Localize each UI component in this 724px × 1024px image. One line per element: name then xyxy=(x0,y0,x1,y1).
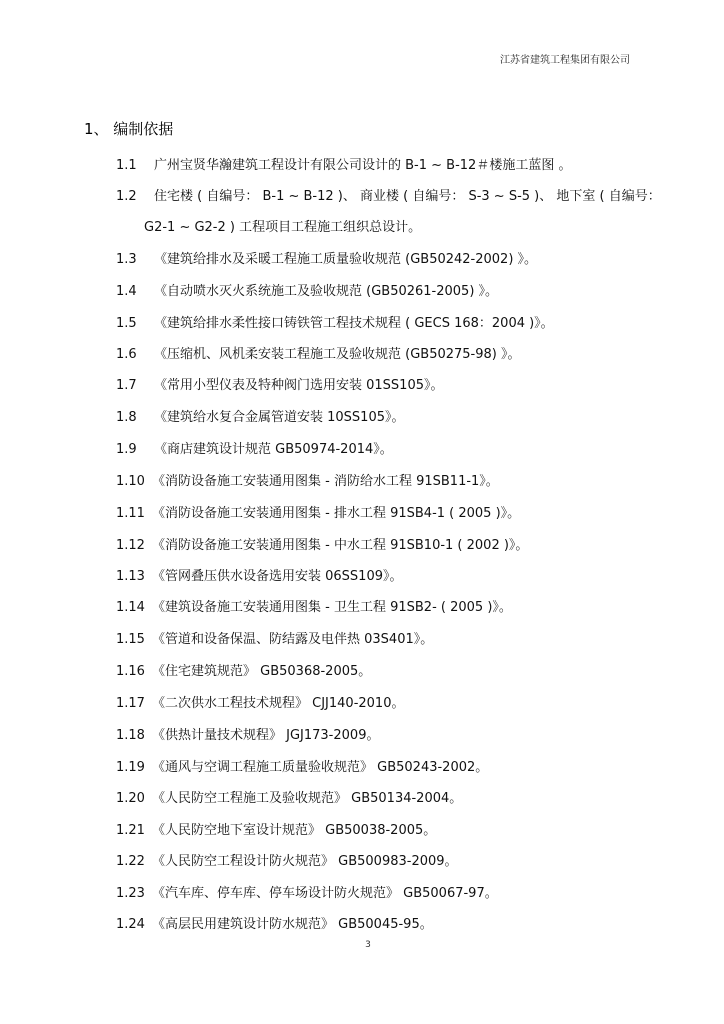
list-item: 1.8 《建筑给水复合金属管道安装 10SS105》。 xyxy=(116,410,405,425)
list-item: 1.12 《消防设备施工安装通用图集 - 中水工程 91SB10-1 ( 2002 )》。 xyxy=(116,538,529,553)
list-item: 1.21 《人民防空地下室设计规范》 GB50038-2005。 xyxy=(116,823,437,838)
section-title: 1、 编制依据 xyxy=(84,120,174,138)
list-item: 1.3 《建筑给排水及采暖工程施工质量验收规范 (GB50242-2002) 》。 xyxy=(116,252,538,267)
list-item: 1.23 《汽车库、停车库、停车场设计防火规范》 GB50067-97。 xyxy=(116,886,498,901)
list-item: 1.16 《住宅建筑规范》 GB50368-2005。 xyxy=(116,664,372,679)
list-item: 1.9 《商店建筑设计规范 GB50974-2014》。 xyxy=(116,442,393,457)
list-item: 1.11 《消防设备施工安装通用图集 - 排水工程 91SB4-1 ( 2005 )》。 xyxy=(116,506,521,521)
list-item: 1.14 《建筑设备施工安装通用图集 - 卫生工程 91SB2- ( 2005 )》。 xyxy=(116,600,512,615)
list-item: 1.24 《高层民用建筑设计防水规范》 GB50045-95。 xyxy=(116,917,433,932)
list-item: 1.6 《压缩机、风机柔安装工程施工及验收规范 (GB50275-98) 》。 xyxy=(116,347,521,362)
list-item: 1.2 住宅楼 ( 自编号： B-1 ~ B-12 )、 商业楼 ( 自编号： S-3 ~ S-5 )、 地下室 ( 自编号： xyxy=(116,189,661,204)
list-item: 1.1 广州宝贤华瀚建筑工程设计有限公司设计的 B-1 ~ B-12＃楼施工蓝图 。 xyxy=(116,158,572,173)
list-item: 1.4 《自动喷水灭火系统施工及验收规范 (GB50261-2005) 》。 xyxy=(116,284,499,299)
list-item: 1.10 《消防设备施工安装通用图集 - 消防给水工程 91SB11-1》。 xyxy=(116,474,499,489)
list-item: 1.18 《供热计量技术规程》 JGJ173-2009。 xyxy=(116,728,380,743)
list-item: 1.15 《管道和设备保温、防结露及电伴热 03S401》。 xyxy=(116,632,434,647)
list-item: 1.13 《管网叠压供水设备选用安装 06SS109》。 xyxy=(116,569,403,584)
list-item: 1.5 《建筑给排水柔性接口铸铁管工程技术规程 ( GECS 168：2004 )》。 xyxy=(116,316,554,331)
list-item: 1.19 《通风与空调工程施工质量验收规范》 GB50243-2002。 xyxy=(116,760,489,775)
list-item: 1.17 《二次供水工程技术规程》 CJJ140-2010。 xyxy=(116,696,405,711)
list-item: 1.20 《人民防空工程施工及验收规范》 GB50134-2004。 xyxy=(116,791,463,806)
list-item: 1.22 《人民防空工程设计防火规范》 GB500983-2009。 xyxy=(116,854,458,869)
page-number: 3 xyxy=(365,940,371,950)
list-item: 1.7 《常用小型仪表及特种阀门选用安装 01SS105》。 xyxy=(116,378,444,393)
header-company: 江苏省建筑工程集团有限公司 xyxy=(500,55,630,66)
list-item-continuation: G2-1 ~ G2-2 ) 工程项目工程施工组织总设计。 xyxy=(144,220,422,235)
